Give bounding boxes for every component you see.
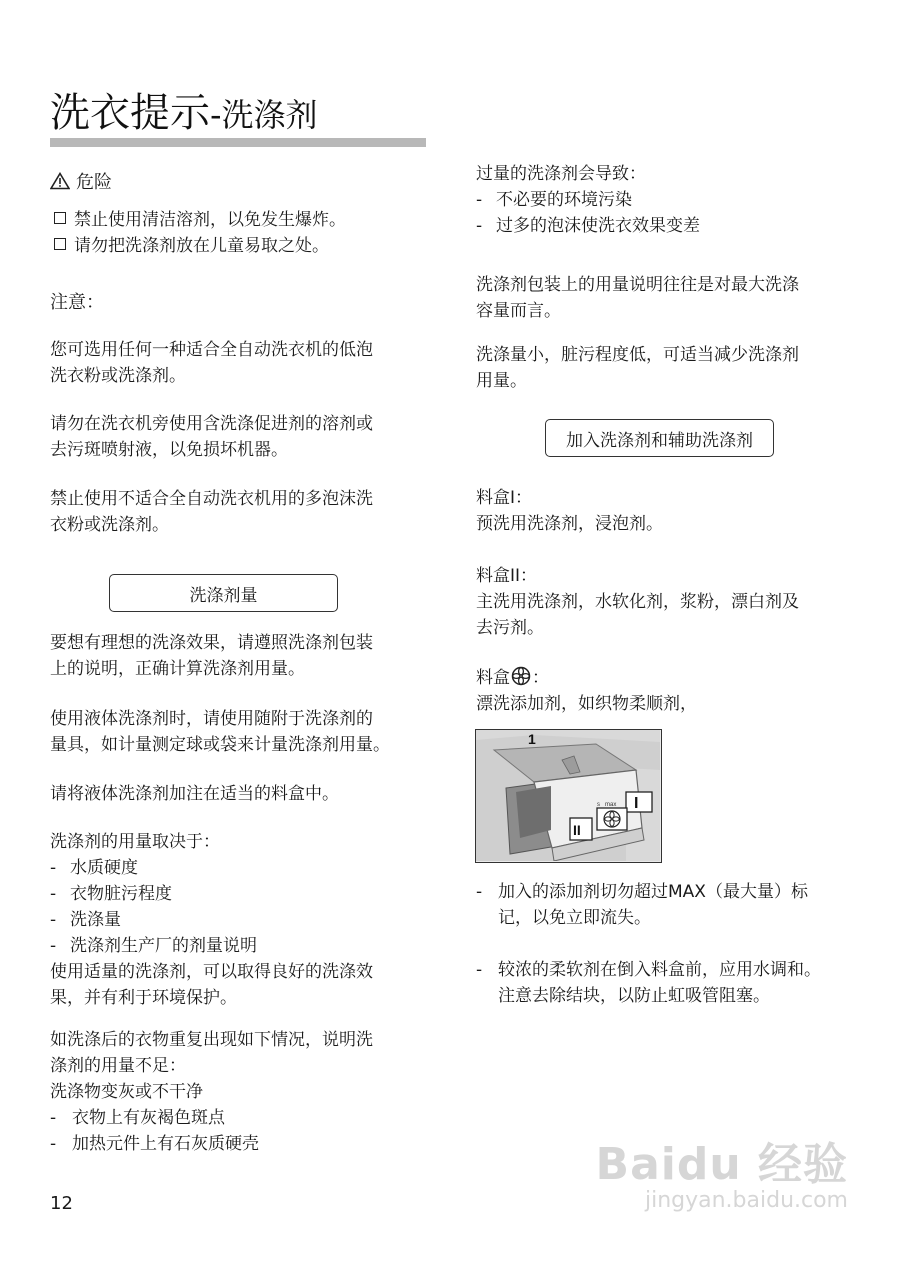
danger-item: 请勿把洗涤剂放在儿童易取之处。 (54, 233, 346, 259)
drawer-label-compartment-2: II (573, 822, 581, 838)
dosage-section-box: 洗涤剂量 (109, 574, 338, 612)
notice-paragraph-1: 您可选用任何一种适合全自动洗衣机的低泡 洗衣粉或洗涤剂。 (50, 340, 373, 386)
drawer-label-compartment-1: I (634, 795, 639, 812)
list-item: - 过多的泡沫使洗衣效果变差 (476, 216, 700, 236)
excess-block: 过量的洗涤剂会导致： - 不必要的环境污染 - 过多的泡沫使洗衣效果变差 (476, 161, 700, 239)
danger-heading (50, 168, 112, 194)
list-item: - 衣物脏污程度 (50, 884, 172, 904)
drawer-drawing (476, 730, 660, 861)
compartment-2: 料盒II： 主洗用洗涤剂，水软化剂，浆粉，漂白剂及 去污剂。 (476, 566, 799, 638)
title-underline-bar (50, 138, 426, 147)
excess-paragraph-2: 洗涤量小，脏污程度低，可适当减少洗涤剂 用量。 (476, 345, 799, 391)
dosage-paragraph-1: 要想有理想的洗涤效果，请遵照洗涤剂包装 上的说明，正确计算洗涤剂用量。 (50, 633, 373, 679)
depends-heading: 洗涤剂的用量取决于： (50, 832, 220, 852)
warning-1: - 加入的添加剂切勿超过MAX（最大量）标 记，以免立即流失。 (476, 882, 808, 928)
dispenser-drawer-illustration (475, 729, 662, 863)
page-title (50, 88, 318, 140)
title-main: 洗衣提示 (50, 90, 210, 136)
compartment-1: 料盒I： 预洗用洗涤剂，浸泡剂。 (476, 488, 663, 534)
danger-heading-text: 危险 (76, 172, 112, 193)
list-item: - 不必要的环境污染 (476, 190, 632, 210)
warning-triangle-icon (50, 172, 70, 190)
checkbox-bullet-icon (54, 212, 66, 224)
list-item: - 加热元件上有石灰质硬壳 (50, 1134, 259, 1154)
list-item: - 衣物上有灰褐色斑点 (50, 1108, 225, 1128)
watermark-brand: Baidu 经验 (595, 1139, 848, 1190)
list-item: - 洗涤剂生产厂的剂量说明 (50, 936, 257, 956)
list-item: - 洗涤量 (50, 910, 121, 930)
danger-item: 禁止使用清洁溶剂，以免发生爆炸。 (54, 207, 346, 233)
danger-list (54, 207, 346, 259)
page-number: 12 (50, 1193, 73, 1214)
checkbox-bullet-icon (54, 238, 66, 250)
notice-paragraph-3: 禁止使用不适合全自动洗衣机用的多泡沫洗 衣粉或洗涤剂。 (50, 489, 373, 535)
warning-2: - 较浓的柔软剂在倒入料盒前，应用水调和。 注意去除结块，以防止虹吸管阻塞。 (476, 960, 821, 1006)
drawer-label-max: max (605, 802, 617, 808)
list-item: - 水质硬度 (50, 858, 138, 878)
dosage-paragraph-3: 请将液体洗涤剂加注在适当的料盒中。 (50, 784, 339, 804)
excess-paragraph-1: 洗涤剂包装上的用量说明往往是对最大洗涤 容量而言。 (476, 275, 799, 321)
drawer-label-top: 1 (528, 731, 536, 747)
drawer-label-s: s (597, 802, 600, 808)
notice-heading: 注意： (50, 292, 104, 313)
softener-flower-icon (511, 666, 531, 686)
notice-paragraph-2: 请勿在洗衣机旁使用含洗涤促进剂的溶剂或 去污斑喷射液，以免损坏机器。 (50, 414, 373, 460)
compartment-softener: 料盒 ： 漂洗添加剂，如织物柔顺剂， (476, 668, 697, 714)
watermark-url: jingyan.baidu.com (644, 1188, 848, 1213)
dosage-paragraph-2: 使用液体洗涤剂时，请使用随附于洗涤剂的 量具，如计量测定球或袋来计量洗涤剂用量。 (50, 709, 390, 755)
drawer-softener-icon (604, 811, 620, 827)
title-separator: - (210, 96, 222, 134)
title-sub: 洗涤剂 (221, 96, 318, 134)
insufficient-block: 如洗涤后的衣物重复出现如下情况，说明洗 涤剂的用量不足： 洗涤物变灰或不干净 - 衣物上有灰褐色斑点 - 加热元件上有石灰质硬壳 (50, 1027, 373, 1157)
baidu-watermark (596, 1128, 848, 1213)
dosage-depends-block: 洗涤剂的用量取决于： - 水质硬度 - 衣物脏污程度 - 洗涤量 - 洗涤剂生产厂的剂量说明 使用适量的洗涤剂，可以取得良好的洗涤效 果，并有利于环境保护。 (50, 829, 373, 1011)
add-detergent-section-box: 加入洗涤剂和辅助洗涤剂 (545, 419, 774, 457)
